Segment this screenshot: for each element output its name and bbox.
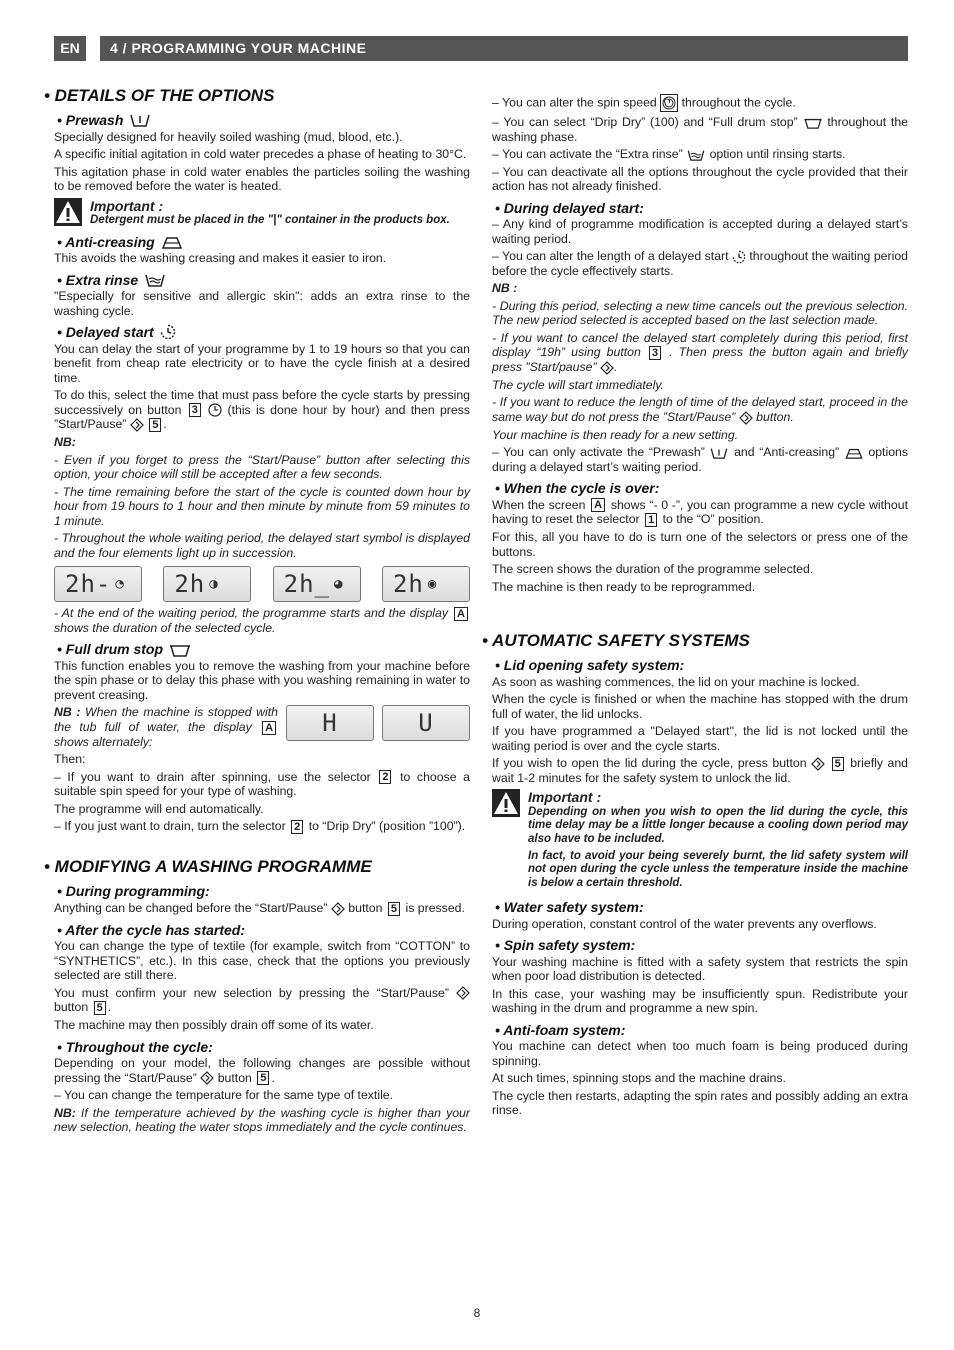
delayed-nb-4: - At the end of the waiting period, the programme starts and the display A shows the duration of the selected cycle. (54, 606, 470, 635)
start-pause-icon (456, 986, 470, 1000)
prewash-text-2: A specific initial agitation in cold water precedes a phase of heating to 30°C. (54, 147, 467, 162)
extra-rinse-icon (144, 273, 166, 287)
important-text-2: In fact, to avoid your being severely burnt, the lid safety system will not open during the cycle unless the temperature inside the machine is below a certain threshold. (528, 849, 908, 889)
anticrease-text: This avoids the washing creasing and makes it easier to iron. (54, 251, 387, 266)
throughout-options-text: – You can deactivate all the options throughout the cycle provided that their action has not already finished. (492, 164, 908, 193)
after-start-heading: • After the cycle has started: (57, 921, 246, 938)
left-column (44, 86, 471, 1138)
during-delayed-text-1: – Any kind of programme modification is accepted during a delayed start’s waiting period. (492, 217, 908, 246)
delayed-text-1: You can delay the start of your programme by 1 to 19 hours so that you can benefit from cheap rate electricity or to have the cycle finish at a desired time. (54, 341, 470, 385)
throughout-rinse-text: – You can activate the “Extra rinse” option until rinsing starts. (492, 147, 846, 161)
foam-text-3: The cycle then restarts, adapting the spin rates and possibly adding an extra rinse. (492, 1088, 908, 1118)
nb-label: NB: (54, 435, 76, 450)
lid-text-4: If you wish to open the lid during the cycle, press button 5 briefly and wait 1-2 minutes for the safety system to unlock the lid. (492, 756, 909, 785)
important-title: Important : (90, 197, 164, 214)
fulldrum-then: Then: (54, 752, 86, 767)
after-start-text-3: The machine may then possibly drain off some of its water. (54, 1018, 374, 1033)
page-header (54, 36, 908, 61)
button-5-label: 5 (832, 757, 844, 771)
delayed-text-2: To do this, select the time that must pass before the cycle starts by pressing successively on button 3 (this is done hour by hour) and then press ”Start/Pause” 5 . (54, 388, 471, 432)
fulldrum-text-3: The programme will end automatically. (54, 801, 264, 816)
water-text: During operation, constant control of the water prevents any overflows. (492, 916, 877, 931)
safety-heading: • AUTOMATIC SAFETY SYSTEMS (482, 631, 750, 651)
start-pause-icon (739, 411, 753, 425)
start-pause-icon (200, 1071, 214, 1085)
cycle-over-text-1: When the screen A shows “- 0 -”, you can programme a new cycle without having to reset the selector 1 to the “O” position. (492, 497, 908, 527)
spin-text-1: Your washing machine is fitted with a safety system that restricts the spin when poor load distribution is detected. (492, 954, 908, 984)
button-5-label: 5 (388, 902, 400, 916)
modify-heading: • MODIFYING A WASHING PROGRAMME (44, 857, 372, 877)
details-heading: • DETAILS OF THE OPTIONS (44, 86, 275, 105)
foam-text-2: At such times, spinning stops and the machine drains. (492, 1071, 786, 1086)
during-delayed-text-3: – You can only activate the “Prewash” and “Anti-creasing” options during a delayed start’s waiting period. (492, 445, 909, 474)
display-a-label: A (262, 721, 276, 735)
water-heading: • Water safety system: (495, 899, 644, 916)
lid-text-1: As soon as washing commences, the lid on your machine is locked. (492, 674, 860, 689)
lcd-display-h: H (286, 705, 374, 741)
delayed-displays (54, 566, 470, 602)
during-delayed-heading: • During delayed start: (495, 199, 644, 216)
button-5-label: 5 (257, 1071, 269, 1085)
throughout-dripdry-text: – You can select “Drip Dry” (100) and “Full drum stop” throughout the washing phase. (492, 115, 909, 144)
warning-icon (492, 789, 520, 817)
throughout-text-1: Depending on your model, the following changes are possible without pressing the “Start/Pause” button 5 . (54, 1056, 470, 1085)
page-number: 8 (473, 1306, 481, 1320)
button-3-label: 3 (649, 346, 661, 360)
during-delayed-nb-3: - If you want to reduce the length of time of the delayed start, proceed in the same way but do not press the ”Start/Pause” button. (492, 395, 908, 424)
cycle-over-text-2: For this, all you have to do is turn one of the selectors or press one of the buttons. (492, 530, 908, 559)
lid-text-2: When the cycle is finished or when the machine has stopped with the drum full of water, the lid unlocks. (492, 692, 908, 721)
lid-heading: • Lid opening safety system: (495, 657, 685, 674)
throughout-heading: • Throughout the cycle: (57, 1038, 213, 1055)
spin-speed-icon (660, 94, 678, 112)
extrarinse-text: "Especially for sensitive and allergic skin": adds an extra rinse to the washing cycle. (54, 289, 470, 318)
anti-creasing-icon (844, 447, 864, 459)
delayed-nb-3: - Throughout the whole waiting period, the delayed start symbol is displayed and the four elements light up in succession. (54, 531, 470, 560)
extra-rinse-icon (686, 149, 706, 161)
lcd-display: 2h ◉ (382, 566, 470, 602)
important-note-prewash (54, 198, 470, 228)
lcd-display: 2h ◑ (163, 566, 251, 602)
during-delayed-nb-1: - During this period, selecting a new time cancels out the previous selection. The new period selected is accepted based on the last selection made. (492, 298, 908, 328)
anti-creasing-icon (161, 235, 183, 249)
extrarinse-heading: • Extra rinse (57, 272, 470, 289)
during-delayed-nb-3c: Your machine is then ready for a new setting. (492, 427, 739, 442)
section-title: 4 / PROGRAMMING YOUR MACHINE (100, 36, 908, 61)
selector-2-label: 2 (379, 770, 391, 784)
during-delayed-nb-2c: The cycle will start immediately. (492, 377, 664, 392)
nb-label: NB : (492, 281, 518, 296)
anticrease-heading: • Anti-creasing (57, 234, 470, 251)
during-programming-text: Anything can be changed before the “Start/Pause” button 5 is pressed. (54, 900, 465, 915)
fulldrum-text-1: This function enables you to remove the washing from your machine before the spin phase or to delay this phase with you washing remaining in water to prevent creasing. (54, 658, 470, 702)
display-a-label: A (591, 498, 605, 512)
important-note-lid (492, 789, 908, 893)
prewash-heading: • Prewash (57, 112, 470, 129)
warning-icon (54, 198, 82, 226)
language-badge: EN (54, 36, 86, 61)
after-start-text-2: You must confirm your new selection by pressing the “Start/Pause” button 5 . (54, 986, 470, 1016)
delayed-heading: • Delayed start (57, 324, 470, 341)
foam-text-1: You machine can detect when too much foam is being produced during spinning. (492, 1039, 908, 1068)
prewash-icon (709, 447, 729, 459)
during-delayed-nb-2: - If you want to cancel the delayed start completely during this period, first display “19h” using button 3 . Then press the button again and briefly press ”Start/pause” . (492, 330, 908, 375)
throughout-spin-text: – You can alter the spin speed throughout the cycle. (492, 94, 908, 112)
lcd-display: 2h- ◔ (54, 566, 142, 602)
prewash-text-3: This agitation phase in cold water enables the particles soiling the washing to be removed before the water is heated. (54, 164, 470, 194)
foam-heading: • Anti-foam system: (495, 1021, 626, 1038)
full-drum-stop-icon (169, 643, 191, 657)
start-pause-icon (600, 361, 614, 375)
selector-1-label: 1 (645, 513, 657, 527)
start-pause-icon (811, 757, 825, 771)
throughout-text-2: – You can change the temperature for the same type of textile. (54, 1088, 394, 1103)
important-title: Important : (528, 789, 602, 806)
selector-2-label: 2 (291, 820, 303, 834)
start-pause-icon (130, 418, 144, 432)
prewash-icon (129, 113, 151, 127)
lid-text-3: If you have programmed a "Delayed start", the lid is not locked until the waiting period is over and the cycle starts. (492, 724, 908, 753)
display-a-label: A (454, 607, 468, 621)
delayed-start-icon (732, 250, 746, 264)
delayed-nb-2: - The time remaining before the start of the cycle is counted down hour by hour from 19 hours to 1 hour and then minute by minute from 59 minutes to 1 minute. (54, 484, 470, 528)
cycle-over-text-4: The machine is then ready to be reprogrammed. (492, 579, 756, 594)
button-5-label: 5 (149, 418, 161, 432)
cycle-over-text-3: The screen shows the duration of the programme selected. (492, 562, 814, 577)
lcd-display: 2h_ ◕ (273, 566, 361, 602)
cycle-over-heading: • When the cycle is over: (495, 480, 660, 497)
prewash-text-1: Specially designed for heavily soiled washing (mud, blood, etc.). (54, 129, 403, 144)
fulldrum-nb-row (54, 705, 470, 752)
right-column (482, 94, 909, 1121)
delayed-nb-1: - Even if you forget to press the “Start/Pause” button after selecting this option, your choice will still be accepted after a few seconds. (54, 452, 470, 482)
delayed-start-icon (160, 324, 176, 340)
spin-heading: • Spin safety system: (495, 937, 636, 954)
during-delayed-text-2: – You can alter the length of a delayed start throughout the waiting period before the cycle effectively starts. (492, 249, 908, 278)
fulldrum-text-2: – If you want to drain after spinning, use the selector 2 to choose a suitable spin speed for your type of washing. (54, 769, 470, 799)
important-text: Detergent must be placed in the "|" container in the products box. (90, 214, 450, 227)
start-pause-icon (331, 902, 345, 916)
during-programming-heading: • During programming: (57, 883, 210, 900)
fulldrum-heading: • Full drum stop (57, 641, 470, 658)
clock-icon (208, 403, 222, 417)
button-5-label: 5 (94, 1001, 106, 1015)
fulldrum-nb: NB : When the machine is stopped with the tub full of water, the display A shows alternately: (54, 705, 278, 749)
after-start-text-1: You can change the type of textile (for example, switch from “COTTON” to “SYNTHETICS”, etc.). In this case, check that the options you previously selected are still there. (54, 939, 470, 983)
button-3-label: 3 (189, 403, 201, 417)
spin-text-2: In this case, your washing may be insufficiently spun. Redistribute your washing in the drum and programme a new spin. (492, 986, 908, 1016)
fulldrum-text-4: – If you just want to drain, turn the selector 2 to “Drip Dry” (position ”100”). (54, 819, 466, 834)
throughout-nb: NB: If the temperature achieved by the washing cycle is higher than your new selection, heating the water stops immediately and the cycle continues. (54, 1105, 470, 1135)
full-drum-stop-icon (803, 117, 823, 129)
important-text-1: Depending on when you wish to open the lid during the cycle, this time delay may be a little longer because a cooling down period may also have to be included. (528, 805, 908, 845)
lcd-display-u: U (382, 705, 470, 741)
